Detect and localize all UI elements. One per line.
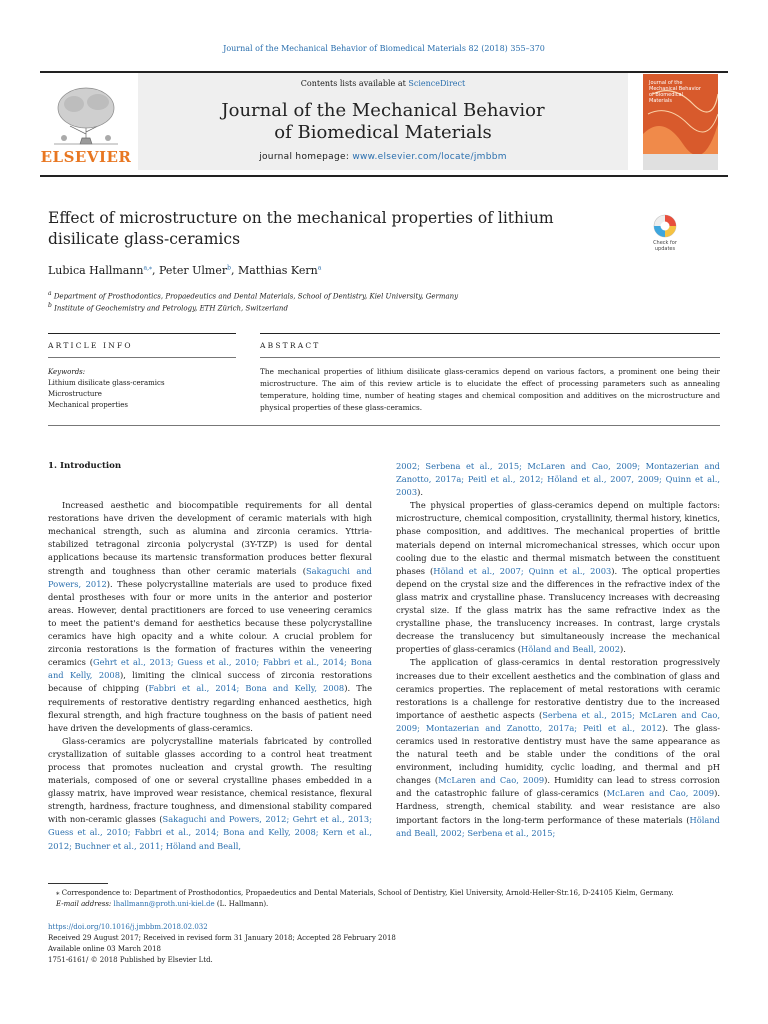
body-text: ). The requirements of restorative dentistry regarding enhanced aesthetics, high flexural strength, and high fracture toughness on the basis of patient need have driven the developments of glass-ceramics. [48, 683, 372, 733]
journal-cover-thumbnail[interactable] [643, 74, 718, 170]
article-info-rule [48, 333, 236, 334]
keyword: Lithium disilicate glass-ceramics [48, 379, 165, 387]
author-name[interactable]: Peter Ulmer [159, 264, 228, 277]
section-heading: 1. Introduction [48, 461, 122, 471]
body-text: ), limiting the clinical success of zirconia restorations because of chipping ( [48, 670, 373, 694]
issn-copyright: 1751-6161/ © 2018 Published by Elsevier Ltd. [48, 956, 213, 964]
available-online: Available online 03 March 2018 [48, 945, 162, 953]
body-text: The application of glass-ceramics in dental restoration progressively increases due to their excellent aesthetics and the combination of glass and ceramics properties. The replacement of metal restorations with ceramic restorations is a challenge for restorative dentistry due to the increased importance of aesthetic aspects ( [396, 657, 720, 720]
citation-link[interactable]: McLaren and Cao, 2009 [438, 775, 545, 786]
right-paragraphs [396, 460, 720, 840]
footnotes [48, 888, 720, 910]
affiliation-item [48, 289, 698, 301]
body-text: ). Humidity can lead to stress corrosion and the catastrophic failure of glass-ceramics ( [396, 775, 720, 799]
author-affil-mark[interactable]: a,⁎ [143, 264, 152, 272]
front-matter-end-rule [48, 425, 720, 426]
body-text: The physical properties of glass-ceramics depend on multiple factors: microstructure, chemical composition, crystallinity, thermal history, kinetics, phase composition, and additives. The mechanical properties of brittle materials depend on internal micromechanical stresses, which occur upon cooling due to the elastic and thermal mismatch between the constituent phases ( [396, 500, 720, 576]
author-list: Lubica Hallmann$^{a,⁎}$, Peter Ulmer$^b$, Matthias Kern$^a$ [48, 264, 322, 277]
homepage-link[interactable]: www.elsevier.com/locate/jmbbm [352, 152, 507, 162]
author-name[interactable]: Matthias Kern [237, 264, 318, 277]
body-paragraph [48, 499, 372, 735]
abstract-divider [260, 357, 720, 358]
author-name[interactable]: Lubica Hallmann [48, 264, 144, 277]
doi-link[interactable]: https://doi.org/10.1016/j.jmbbm.2018.02.032 [48, 923, 208, 931]
citation-link[interactable]: Gehrt et al., 2013; Guess et al., 2010; Fabbri et al., 2014; Bona and Kelly, 2008 [48, 657, 372, 681]
author-affil-mark[interactable]: b [227, 264, 231, 272]
body-text: ). The glass-ceramics used in restorative dentistry must have the same appearance as the natural teeth and be stable under the conditions of the oral environment, including humidity, cyclic loading, and thermal and pH changes ( [396, 722, 721, 786]
keywords-label: Keywords: [48, 368, 86, 376]
article-title: Effect of microstructure on the mechanical properties of lithium disilicate glass-ceramics [48, 209, 554, 248]
body-text: Glass-ceramics are polycrystalline materials fabricated by controlled crystallization of suitable glasses according to a control heat treatment process that promotes nucleation and crystal growth. The resulting materials, composed of one or several crystalline phases embedded in a glassy matrix, have improved wear resistance, chemical resistance, flexural strength, hardness, fracture toughness, and dimensional stability compared with non-ceramic glasses ( [48, 735, 372, 825]
body-text: ). [619, 644, 626, 655]
citation-link[interactable]: Höland and Beall, 2002 [520, 644, 620, 655]
keyword: Mechanical properties [48, 401, 129, 409]
body-paragraph [48, 735, 372, 853]
email-suffix: (L. Hallmann). [214, 900, 269, 908]
article-info-divider [48, 357, 236, 358]
affiliation-text: Department of Prosthodontics, Propaedeutics and Dental Materials, School of Dentistry, Kiel University, Germany [53, 292, 459, 301]
citation-link[interactable]: Serbena et al., 2015; McLaren and Cao, 2009; Montazerian and Zanotto, 2017a; Peitl et al., 2012 [396, 709, 720, 733]
body-column-right [396, 460, 720, 840]
received-dates: Received 29 August 2017; Received in revised form 31 January 2018; Accepted 28 February 2018 [48, 934, 396, 942]
affiliation-mark: a [48, 290, 52, 297]
author-affil-mark[interactable]: a [317, 264, 322, 272]
journal-title-text: Journal of the Mechanical Behavior of Biomedical Materials [221, 100, 545, 143]
abstract-text: The mechanical properties of lithium disilicate glass-ceramics depend on various factors, a prominent one being their microstructure. The aim of this review article is to elucidate the effect of processing parameters such as annealing temperature, holding time, number of heating stages and chemical composition and additives on the microstructure and physical properties of these glass-ceramics. [260, 367, 720, 412]
contents-prefix: Contents lists available at [300, 79, 409, 88]
left-paragraphs [48, 499, 372, 853]
affiliation-text: Institute of Geochemistry and Petrology, ETH Zürich, Switzerland [54, 304, 288, 313]
footnote-rule [48, 883, 108, 884]
body-column-left [48, 460, 372, 853]
keywords-block [48, 367, 236, 411]
body-text: ). These polycrystalline materials are used to produce fixed dental prostheses with four or more units in the anterior and posterior areas. However, dental practitioners are forced to use veneering ceramics to meet the patient's demand for aesthetics because these polycrystalline ceramics have high opacity and a white colour. A crucial problem for zirconia restorations is the formation of fractures within the veneering ceramics ( [48, 578, 372, 668]
body-paragraph [396, 460, 720, 499]
body-text: ). The optical properties depend on the crystal size and the differences in the refractive index of the glass matrix and crystalline phase. Translucency increases with decreasing crystal size. If the glass matrix has the same refractive index as the crystalline phase, the translucency increases. In contrast, large crystals decrease the translucency but simultaneously increase the mechanical properties of glass-ceramics ( [396, 565, 720, 655]
keyword: Microstructure [48, 390, 102, 398]
article-meta [48, 922, 720, 966]
homepage-prefix: journal homepage: [259, 152, 353, 162]
check-for-updates-badge[interactable] [646, 213, 684, 253]
masthead-rule-bottom [40, 175, 728, 177]
citation-link[interactable]: 2002; Serbena et al., 2015; McLaren and Cao, 2009; Montazerian and Zanotto, 2017a; Peitl et al., 2012; Höland et al., 2007, 2009; Quinn et al., 2003 [396, 461, 720, 498]
email-line [48, 899, 720, 910]
abstract-rule [260, 333, 720, 334]
body-paragraph [396, 656, 720, 839]
citation-link[interactable]: Sakaguchi and Powers, 2012 [48, 565, 372, 589]
publisher-wordmark[interactable]: ELSEVIER [40, 148, 132, 166]
crossmark-line2: updates [654, 246, 676, 252]
cover-title: Journal of the Mechanical Behavior of Biomedical Materials [649, 80, 701, 104]
email-label: E-mail address: [56, 900, 112, 908]
affiliation-mark: b [48, 302, 52, 310]
sciencedirect-link[interactable]: ScienceDirect [408, 79, 466, 88]
correspondence-note: ⁎ Correspondence to: Department of Prosthodontics, Propaedeutics and Dental Materials, School of Dentistry, Kiel University, Arnold-Heller-Str.16, D-24105 Kielm, Germany. [56, 889, 674, 897]
abstract-heading: ABSTRACT [260, 341, 321, 350]
journal-citation[interactable]: Journal of the Mechanical Behavior of Biomedical Materials 82 (2018) 355–370 [223, 44, 545, 53]
journal-title [138, 100, 628, 144]
citation-link[interactable]: Fabbri et al., 2014; Bona and Kelly, 2008 [148, 683, 345, 694]
affiliations [48, 289, 698, 314]
body-paragraph [396, 499, 720, 656]
body-text: Increased aesthetic and biocompatible requirements for all dental restorations have driven the development of ceramic materials with high mechanical strength, such as alumina and zirconia ceramics. Yttria-stabilized tetragonal zirconia polycrystal (3Y-TZP) is used for dental applications because its martensic transformation produces better flexural strength and toughness than other ceramic materials ( [48, 500, 372, 576]
journal-homepage [138, 152, 628, 162]
citation-link[interactable]: Höland et al., 2007; Quinn et al., 2003 [433, 565, 612, 576]
citation-link[interactable]: Höland and Beall, 2002; Serbena et al., 2015; [396, 814, 720, 838]
body-text: ). [417, 487, 423, 498]
citation-link[interactable]: McLaren and Cao, 2009 [606, 788, 715, 799]
crossmark-line1: Check for [653, 240, 677, 246]
body-text: ). Hardness, strength, chemical stability. and wear resistance are also important factors in the long-term performance of these materials ( [396, 788, 720, 825]
affiliation-item [48, 301, 698, 313]
citation-link[interactable]: Sakaguchi and Powers, 2012; Gehrt et al., 2013; Guess et al., 2010; Fabbri et al., 2014; Bona and Kelly, 2008; Kern et al., 2012; Buchner et al., 2011; Höland and Beall, [48, 814, 372, 851]
contents-line [138, 79, 628, 88]
article-info-heading: ARTICLE INFO [48, 341, 133, 350]
email-link[interactable]: lhallmann@proth.uni-kiel.de [113, 900, 215, 908]
